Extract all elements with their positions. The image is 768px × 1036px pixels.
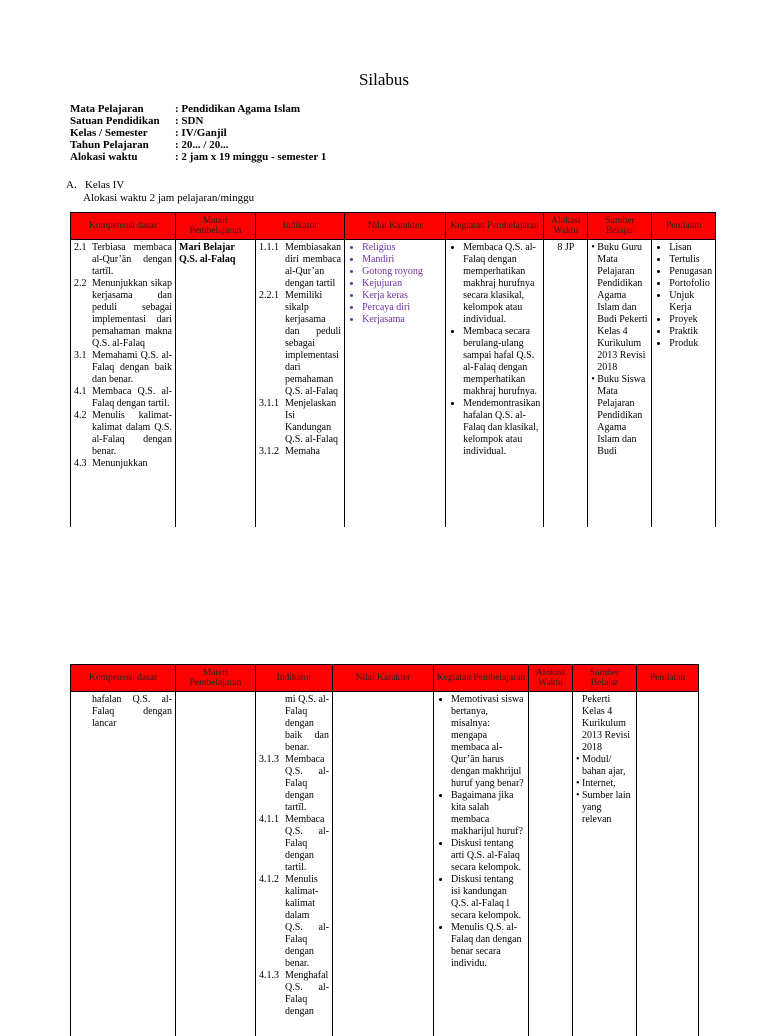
kd-number: 4.2 xyxy=(74,410,92,458)
kegiatan-item: • Memotivasi siswa bertanya, misalnya: mengapa membaca al-Qur’ān harus dengan makhrijul huruf yang benar? xyxy=(451,694,525,790)
info-row xyxy=(70,115,326,127)
info-value: : 20... / 20... xyxy=(175,139,228,151)
nilai-item: • Kejujuran xyxy=(362,278,442,290)
indikator-item xyxy=(259,694,329,754)
sumber-item xyxy=(591,374,648,458)
indikator-text: Membiasakan diri membaca al-Qur’an dengan tartil xyxy=(285,242,341,290)
indikator-text: Memiliki sikalp kerjasama dan peduli sebagai implementasi dari pemahaman Q.S. al-Falaq xyxy=(285,290,341,398)
table-header-row xyxy=(71,213,716,240)
indikator-text: Membaca Q.S. al-Falaq dengan tartil. xyxy=(285,814,329,874)
penilaian-item: • Praktik xyxy=(669,326,712,338)
nilai-list xyxy=(348,242,442,326)
indikator-item xyxy=(259,814,329,874)
indikator-item xyxy=(259,446,341,458)
section-name: Kelas IV xyxy=(85,179,124,191)
indikator-text: mi Q.S. al-Falaq dengan baik dan benar. xyxy=(285,694,329,754)
penilaian-item: • Produk xyxy=(669,338,712,350)
info-value: : 2 jam x 19 minggu - semester 1 xyxy=(175,151,326,163)
nilai-item: • Percaya diri xyxy=(362,302,442,314)
sumber-item xyxy=(576,778,633,790)
header-kompetensi: Kompetensi dasar xyxy=(71,213,176,240)
penilaian-item: • Penugasan xyxy=(669,266,712,278)
kd-text: Membaca Q.S. al-Falaq dengan tartil. xyxy=(92,386,172,410)
info-value: : Pendidikan Agama Islam xyxy=(175,103,300,115)
info-label: Tahun Pelajaran xyxy=(70,139,175,151)
kegiatan-cell xyxy=(434,692,529,1036)
kd-number: 3.1 xyxy=(74,350,92,386)
indikator-text: Menjelaskan Isi Kandungan Q.S. al-Falaq xyxy=(285,398,341,446)
bullet-icon: • xyxy=(576,790,582,826)
kd-item xyxy=(74,694,172,730)
nilai-item: • Religius xyxy=(362,242,442,254)
indikator-item xyxy=(259,874,329,970)
info-row xyxy=(70,139,326,151)
info-value: : SDN xyxy=(175,115,203,127)
header-alokasi: Alokasi Waktu xyxy=(544,213,588,240)
kd-number: 2.2 xyxy=(74,278,92,350)
kd-text: Menunjukkan sikap kerjasama dan peduli sebagai implementasi dari pemahaman makna Q.S. al-Falaq xyxy=(92,278,172,350)
kd-text: Terbiasa membaca al-Qur’ān dengan tartīl. xyxy=(92,242,172,278)
header-sumber: Sumber Belajar xyxy=(588,213,652,240)
indikator-text: Membaca Q.S. al-Falaq dengan tartīl. xyxy=(285,754,329,814)
kd-text: Memahami Q.S. al-Falaq dengan baik dan benar. xyxy=(92,350,172,386)
info-row xyxy=(70,127,326,139)
kd-cell xyxy=(71,240,176,528)
syllabus-info xyxy=(70,103,326,163)
penilaian-list xyxy=(655,242,712,350)
indikator-number: 4.1.2 xyxy=(259,874,285,970)
kegiatan-list xyxy=(437,694,525,970)
bullet-icon: • xyxy=(591,374,597,458)
table-row xyxy=(71,692,699,1036)
indikator-number: 3.1.3 xyxy=(259,754,285,814)
table-row xyxy=(71,240,716,528)
kd-number: 4.1 xyxy=(74,386,92,410)
kegiatan-item: • Membaca secara berulang-ulang sampai hafal Q.S. al-Falaq dengan memperhatikan makhraj hurufnya. xyxy=(463,326,540,398)
sumber-item xyxy=(576,694,633,754)
kegiatan-item: • Bagaimana jika kita salah membaca makharijul huruf? xyxy=(451,790,525,838)
section-subtitle: Alokasi waktu 2 jam pelajaran/minggu xyxy=(66,192,254,205)
sumber-text: Internet, xyxy=(582,778,616,790)
materi-cell xyxy=(176,692,256,1036)
indikator-number: 4.1.1 xyxy=(259,814,285,874)
nilai-cell xyxy=(345,240,446,528)
syllabus-table-page-2 xyxy=(70,664,699,1036)
kd-item xyxy=(74,242,172,278)
indikator-text: Memaha xyxy=(285,446,341,458)
sumber-text: Buku Guru Mata Pelajaran Pendidikan Agama Islam dan Budi Pekerti Kelas 4 Kurikulum 2013 Revisi 2018 xyxy=(597,242,648,374)
nilai-item: • Mandiri xyxy=(362,254,442,266)
info-label: Kelas / Semester xyxy=(70,127,175,139)
indikator-item xyxy=(259,398,341,446)
info-label: Mata Pelajaran xyxy=(70,103,175,115)
sumber-text: Pekerti Kelas 4 Kurikulum 2013 Revisi 2018 xyxy=(582,694,633,754)
indikator-cell xyxy=(256,692,333,1036)
sumber-text: Sumber lain yang relevan xyxy=(582,790,633,826)
kegiatan-item: • Diskusi tentang isi kandungan Q.S. al-Falaq l secara kelompok. xyxy=(451,874,525,922)
table-header-row xyxy=(71,665,699,692)
penilaian-cell xyxy=(637,692,699,1036)
alokasi-value: 8 JP xyxy=(557,242,574,253)
kd-item xyxy=(74,278,172,350)
bullet-icon: • xyxy=(591,242,597,374)
header-nilai: Nilai Karakter xyxy=(333,665,434,692)
nilai-item: • Kerjasama xyxy=(362,314,442,326)
alokasi-cell xyxy=(529,692,573,1036)
kegiatan-list xyxy=(449,242,540,458)
kd-item xyxy=(74,350,172,386)
header-kompetensi: Kompetensi dasar xyxy=(71,665,176,692)
header-nilai: Nilai Karakter xyxy=(345,213,446,240)
penilaian-item: • Tertulis xyxy=(669,254,712,266)
materi-text: Mari Belajar Q.S. al-Falaq xyxy=(179,242,252,266)
page-title: Silabus xyxy=(0,70,768,90)
bullet-icon: • xyxy=(576,754,582,778)
indikator-item xyxy=(259,970,329,1018)
penilaian-item: • Proyek xyxy=(669,314,712,326)
kd-item xyxy=(74,386,172,410)
kd-text: Menulis kalimat-kalimat dalam Q.S. al-Falaq dengan benar. xyxy=(92,410,172,458)
kegiatan-item: • Mendemontrasikan hafalan Q.S. al-Falaq dan klasikal, kelompok atau individual. xyxy=(463,398,540,458)
indikator-cell xyxy=(256,240,345,528)
info-value: : IV/Ganjil xyxy=(175,127,227,139)
sumber-item xyxy=(576,754,633,778)
sumber-item xyxy=(576,790,633,826)
header-indikator: Indikator xyxy=(256,665,333,692)
indikator-number: 4.1.3 xyxy=(259,970,285,1018)
info-row xyxy=(70,103,326,115)
section-heading xyxy=(66,179,254,205)
kegiatan-item: • Diskusi tentang arti Q.S. al-Falaq secara kelompok. xyxy=(451,838,525,874)
info-row xyxy=(70,151,326,163)
nilai-item: • Gotong royong xyxy=(362,266,442,278)
kd-item xyxy=(74,458,172,470)
indikator-item xyxy=(259,242,341,290)
kd-cell xyxy=(71,692,176,1036)
alokasi-cell xyxy=(544,240,588,528)
indikator-text: Menghafal Q.S. al-Falaq dengan xyxy=(285,970,329,1018)
penilaian-item: • Lisan xyxy=(669,242,712,254)
sumber-item xyxy=(591,242,648,374)
nilai-item: • Kerja keras xyxy=(362,290,442,302)
sumber-text: Buku Siswa Mata Pelajaran Pendidikan Agama Islam dan Budi xyxy=(597,374,648,458)
penilaian-cell xyxy=(652,240,716,528)
kegiatan-item: • Membaca Q.S. al-Falaq dengan memperhatikan makhraj hurufnya secara klasikal, kelompok atau individual. xyxy=(463,242,540,326)
header-kegiatan: Kegiatan Pembelajaran xyxy=(434,665,529,692)
materi-cell xyxy=(176,240,256,528)
indikator-number: 2.2.1 xyxy=(259,290,285,398)
header-sumber: Sumber Belajar xyxy=(573,665,637,692)
kd-item xyxy=(74,410,172,458)
kegiatan-cell xyxy=(446,240,544,528)
penilaian-item: • Unjuk Kerja xyxy=(669,290,712,314)
header-materi: Materi Pembelajaran xyxy=(176,213,256,240)
indikator-item xyxy=(259,290,341,398)
syllabus-table-page-1 xyxy=(70,212,716,527)
info-label: Alokasi waktu xyxy=(70,151,175,163)
header-materi: Materi Pembelajaran xyxy=(176,665,256,692)
kd-number: 4.3 xyxy=(74,458,92,470)
indikator-number: 1.1.1 xyxy=(259,242,285,290)
header-alokasi: Alokasi Waktu xyxy=(529,665,573,692)
kd-text: hafalan Q.S. al-Falaq dengan lancar xyxy=(92,694,172,730)
kd-text: Menunjukkan xyxy=(92,458,172,470)
bullet-icon: • xyxy=(576,778,582,790)
indikator-number: 3.1.1 xyxy=(259,398,285,446)
kd-number: 2.1 xyxy=(74,242,92,278)
penilaian-item: • Portofolio xyxy=(669,278,712,290)
header-indikator: Indikator xyxy=(256,213,345,240)
indikator-number: 3.1.2 xyxy=(259,446,285,458)
nilai-cell xyxy=(333,692,434,1036)
header-kegiatan: Kegiatan Pembelajaran xyxy=(446,213,544,240)
indikator-item xyxy=(259,754,329,814)
indikator-text: Menulis kalimat-kalimat dalam Q.S. al-Falaq dengan benar. xyxy=(285,874,329,970)
kegiatan-item: • Menulis Q.S. al-Falaq dan dengan benar secara individu. xyxy=(451,922,525,970)
sumber-cell xyxy=(573,692,637,1036)
section-letter: A. xyxy=(66,179,77,191)
header-penilaian: Penilaian xyxy=(652,213,716,240)
sumber-cell xyxy=(588,240,652,528)
info-label: Satuan Pendidikan xyxy=(70,115,175,127)
sumber-text: Modul/ bahan ajar, xyxy=(582,754,633,778)
header-penilaian: Penilaian xyxy=(637,665,699,692)
